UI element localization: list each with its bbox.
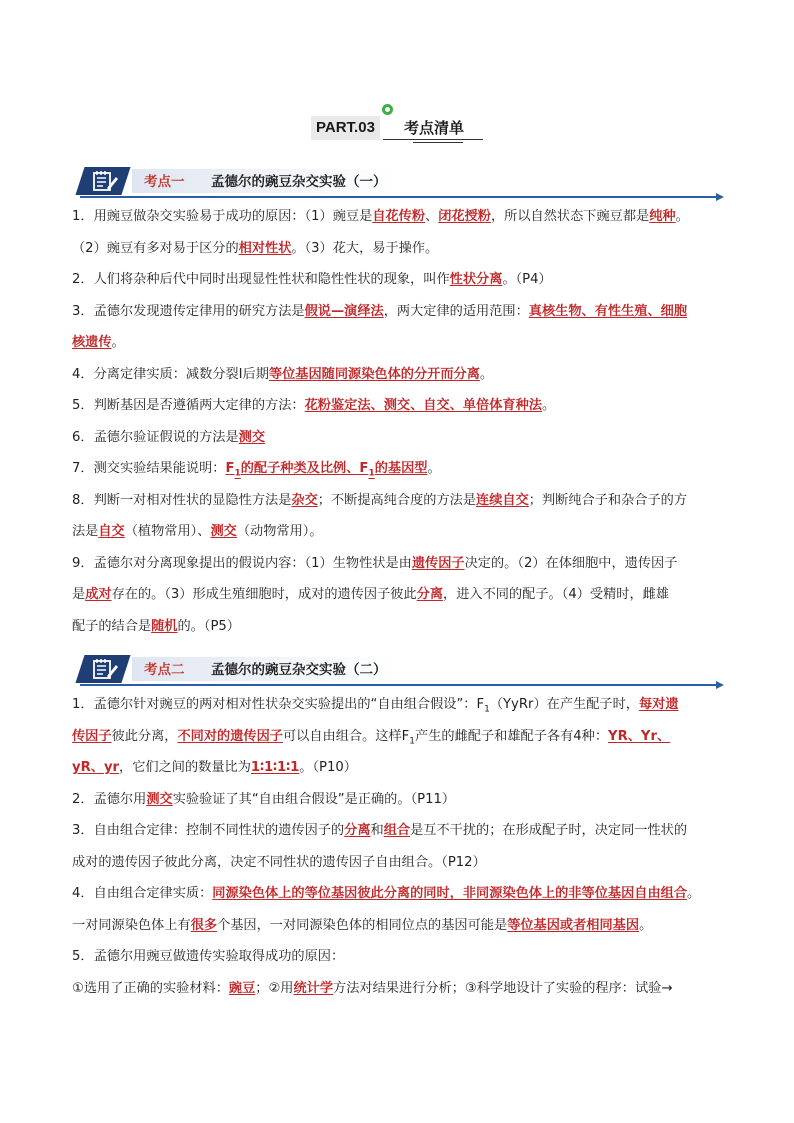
text-segment: 1．用豌豆做杂交实验易于成功的原因：（1）豌豆是 (72, 209, 373, 224)
text-segment: 一对同源染色体上有 (72, 917, 191, 933)
text-segment: 和 (370, 823, 384, 838)
key-term: yR、yr (72, 760, 120, 775)
content-line (72, 847, 732, 879)
key-term: 分离 (416, 587, 444, 602)
text-segment: 个基因，一对同源染色体的相同位点的基因可能是 (217, 917, 508, 933)
key-term: 不同对的遗传因子 (177, 728, 283, 744)
text-segment: 法是 (72, 524, 99, 539)
text-segment: 。 (675, 209, 689, 224)
text-segment: 1 (484, 704, 490, 715)
text-segment: 8．判断一对相对性状的显隐性方法是 (72, 492, 292, 508)
content-line (72, 516, 732, 548)
text-segment: 5．孟德尔用豌豆做遗传实验取得成功的原因： (72, 949, 345, 964)
text-segment: 。（3）花大，易于操作。 (291, 240, 439, 256)
title-underline (383, 139, 483, 140)
text-segment: ，它们之间的数量比为 (119, 760, 251, 775)
content-line (72, 689, 732, 721)
text-segment: 的。（P5） (177, 618, 240, 634)
content-line (72, 611, 732, 643)
text-segment: 7．测交实验结果能说明： (72, 461, 226, 476)
text-segment: （2）豌豆有多对易于区分的 (72, 240, 239, 256)
key-term: 等位基因或者相同基因 (507, 917, 640, 933)
part-title: 考点清单 (404, 119, 465, 137)
text-segment: 可以自由组合。这样F (283, 728, 410, 744)
content-line (72, 201, 732, 233)
part-header (0, 112, 794, 152)
content-line (72, 579, 732, 611)
section-divider (80, 196, 720, 198)
key-term: 花粉鉴定法、测交、自交、单倍体育种法 (304, 398, 542, 413)
content-line (72, 327, 732, 359)
key-term: 相对性状 (238, 240, 292, 256)
content-line (72, 390, 732, 422)
text-segment: 3．孟德尔发现遗传定律用的研究方法是 (72, 303, 305, 319)
text-segment: ，进入不同的配子。（4）受精时，雌雄 (443, 587, 670, 602)
content-line (72, 264, 732, 296)
content-line (72, 548, 732, 580)
key-term: 1 (368, 468, 375, 479)
key-term: 组合 (383, 823, 411, 838)
arrow-right-icon (716, 681, 724, 689)
content-line (72, 878, 732, 910)
section-tag: 考点二 (144, 662, 185, 678)
text-segment: 4．自由组合定律实质： (72, 886, 213, 901)
content-line (72, 815, 732, 847)
text-segment: 成对的遗传因子彼此分离，决定不同性状的遗传因子自由组合。（P12） (72, 854, 486, 870)
key-term: 真核生物、有性生殖、细胞 (528, 303, 688, 319)
section-header-1 (70, 167, 724, 197)
text-segment: 实验验证了其“自由组合假设”是正确的。（P11） (172, 791, 456, 807)
key-term: 测交 (210, 524, 237, 539)
text-segment: 。 (541, 398, 556, 413)
text-segment: ①选用了正确的实验材料： (72, 980, 229, 996)
content-line (72, 973, 732, 1005)
text-segment: 6．孟德尔验证假说的方法是 (72, 429, 239, 445)
content-line (72, 485, 732, 517)
text-segment: 是 (72, 587, 86, 602)
text-segment: 、 (425, 209, 439, 224)
text-segment: 存在的。（3）形成生殖细胞时，成对的遗传因子彼此 (111, 587, 417, 602)
key-term: 遗传因子 (411, 555, 465, 571)
content-line (72, 752, 732, 784)
key-term: 假说—演绎法 (304, 303, 384, 319)
part-badge: PART.03 (311, 116, 380, 140)
content-line (72, 721, 732, 753)
content-line (72, 359, 732, 391)
content-line (72, 453, 732, 485)
section-content-1 (72, 201, 732, 642)
text-segment: ；判断纯合子和杂合子的方 (528, 492, 688, 508)
key-term: 1 (234, 468, 241, 479)
section-title: 孟德尔的豌豆杂交实验（二） (211, 662, 387, 678)
text-segment: 决定的。（2）在体细胞中，遗传因子 (464, 555, 678, 571)
section-tag: 考点一 (144, 174, 185, 190)
section-header-2 (70, 655, 724, 685)
key-term: 分离 (344, 823, 371, 838)
key-term: 豌豆 (228, 980, 256, 996)
text-segment: 2．人们将杂种后代中同时出现显性性状和隐性性状的现象，叫作 (72, 272, 450, 287)
key-term: 同源染色体上的等位基因彼此分离的同时，非同源染色体上的非等位基因自由组合 (212, 886, 688, 901)
key-term: 1∶1∶1∶1 (250, 760, 300, 775)
key-term: 自交 (98, 524, 125, 539)
text-segment: 。 (111, 335, 125, 350)
text-segment: 。（P10） (299, 760, 357, 775)
text-segment: 2．孟德尔用 (72, 791, 147, 807)
key-term: 很多 (190, 917, 218, 933)
key-term: 纯种 (649, 209, 676, 224)
text-segment: （植物常用）、 (124, 524, 211, 539)
key-term: 测交 (146, 791, 173, 807)
text-segment: 。 (687, 886, 701, 901)
text-segment: 4．分离定律实质：减数分裂Ⅰ后期 (72, 366, 269, 382)
key-term: 性状分离 (449, 272, 503, 287)
text-segment: 是互不干扰的；在形成配子时，决定同一性状的 (410, 823, 688, 838)
text-segment: 方法对结果进行分析；③科学地设计了实验的程序：试验→ (333, 980, 673, 996)
key-term: 测交 (238, 429, 266, 445)
content-line (72, 941, 732, 973)
section-title: 孟德尔的豌豆杂交实验（一） (211, 174, 387, 190)
content-line (72, 910, 732, 942)
key-term: 核遗传 (72, 335, 112, 350)
key-term: 传因子 (72, 728, 112, 744)
key-term: F (225, 461, 235, 476)
text-segment: ，所以自然状态下豌豆都是 (491, 209, 650, 224)
key-term: 闭花授粉 (438, 209, 491, 224)
text-segment: 1．孟德尔针对豌豆的两对相对性状杂交实验提出的“自由组合假设”：F (72, 697, 485, 712)
content-line (72, 233, 732, 265)
key-term: 自花传粉 (372, 209, 426, 224)
content-line (72, 296, 732, 328)
circle-ring-icon (382, 104, 393, 115)
text-segment: （YyRr）在产生配子时， (489, 697, 639, 712)
section-divider (80, 684, 720, 686)
title-underline-short (413, 142, 463, 143)
text-segment: 3．自由组合定律：控制不同性状的遗传因子的 (72, 823, 345, 838)
text-segment: （动物常用）。 (236, 524, 323, 539)
key-term: 每对遗 (638, 697, 679, 712)
text-segment: 。（P4） (502, 272, 552, 287)
key-term: 杂交 (291, 492, 318, 508)
content-line (72, 422, 732, 454)
text-segment: 1 (409, 736, 416, 747)
text-segment: ，两大定律的适用范围： (383, 303, 529, 319)
text-segment: 5．判断基因是否遵循两大定律的方法： (72, 398, 305, 413)
text-segment: 。 (639, 917, 653, 933)
key-term: 统计学 (293, 980, 334, 996)
text-segment: ；②用 (255, 980, 294, 996)
section-content-2 (72, 689, 732, 1004)
text-segment: 配子的结合是 (72, 618, 152, 634)
key-term: 随机 (151, 618, 178, 634)
text-segment: 彼此分离， (111, 728, 178, 744)
key-term: 连续自交 (476, 492, 529, 508)
key-term: 成对 (85, 587, 112, 602)
content-line (72, 784, 732, 816)
key-term: 的配子种类及比例、F (240, 461, 369, 476)
notepad-icon (90, 657, 120, 681)
text-segment: 。 (427, 461, 441, 476)
text-segment: 。 (479, 366, 494, 382)
key-term: YR、Yr、 (608, 728, 671, 744)
key-term: 的基因型 (374, 461, 428, 476)
text-segment: 产生的雌配子和雄配子各有4种： (415, 728, 609, 744)
text-segment: ；不断提高纯合度的方法是 (317, 492, 477, 508)
arrow-right-icon (716, 193, 724, 201)
text-segment: 9．孟德尔对分离现象提出的假说内容：（1）生物性状是由 (72, 555, 412, 571)
key-term: 等位基因随同源染色体的分开而分离 (268, 366, 480, 382)
notepad-icon (90, 169, 120, 193)
